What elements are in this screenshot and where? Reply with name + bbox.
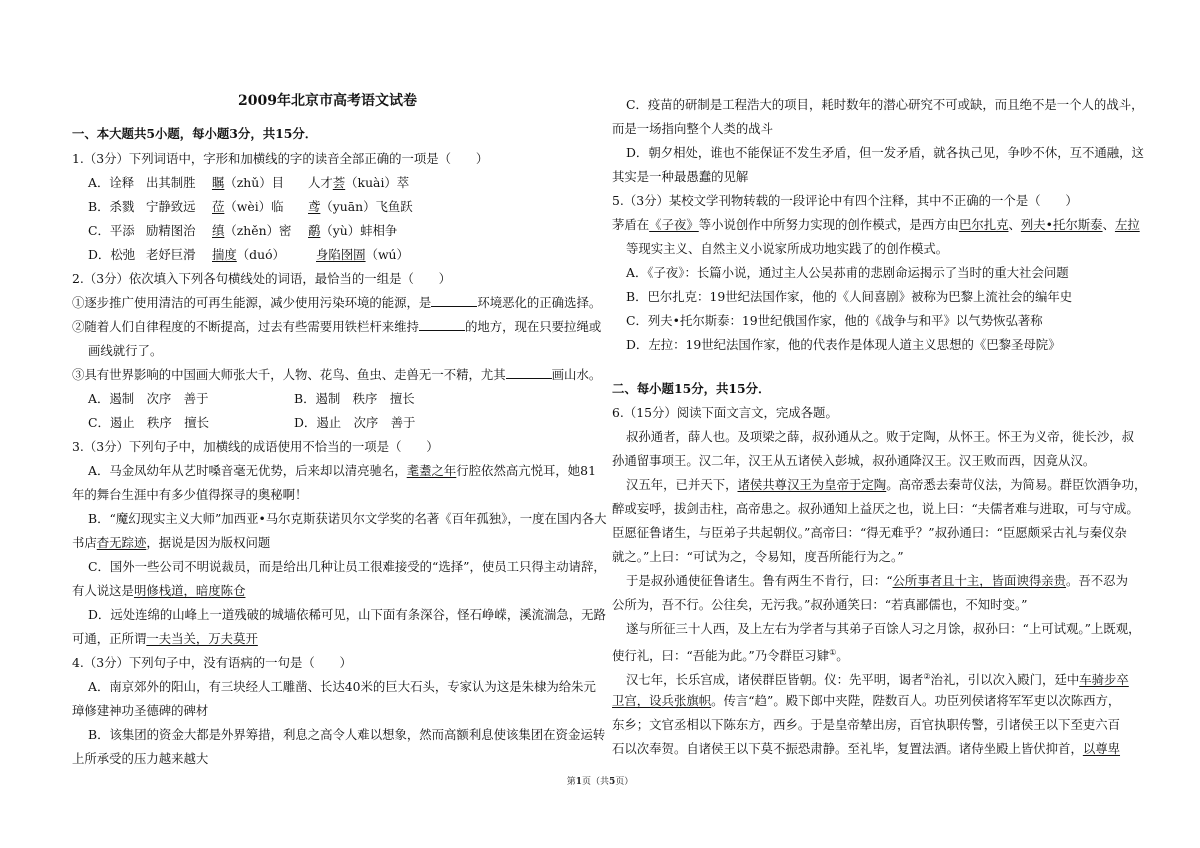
q2-option-b: B．遏制 秩序 擅长 [294, 391, 415, 406]
q3-option-a: A．马金凤幼年从艺时嗓音毫无优势，后来却以清亮驰名，耄耋之年行腔依然高亢悦耳，她81 [88, 463, 596, 478]
answer-blank [419, 319, 465, 331]
page-title: 2009年北京市高考语文试卷 [238, 93, 417, 109]
q4-option-d: D．朝夕相处，谁也不能保证不发生矛盾，但一发矛盾，就各执己见，争吵不休，互不通融，这 [626, 145, 1144, 160]
q4-option-a: A．南京郊外的阳山，有三块经人工雕凿、长达40米的巨大石头，专家认为这是朱棣为给朱元 [88, 679, 596, 694]
q4-stem: 4.（3分）下列句子中，没有语病的一句是（ ） [72, 655, 352, 670]
q4-option-c-cont: 而是一场指向整个人类的战斗 [612, 121, 774, 136]
q3-option-b: B．“魔幻现实主义大师”加西亚•马尔克斯获诺贝尔文学奖的名著《百年孤独》，一度在国内各大 [88, 511, 607, 526]
q3-option-c-cont: 有人说这是明修栈道，暗度陈仓 [72, 583, 246, 598]
passage-line: 汉七年，长乐宫成，诸侯群臣皆朝。仪：先平明，谒者②治礼，引以次入殿门，廷中车骑步卒 [626, 672, 1129, 688]
q3-option-a-cont: 年的舞台生涯中有多少值得探寻的奥秘啊！ [72, 487, 308, 502]
q2-stem: 2.（3分）依次填入下列各句横线处的词语，最恰当的一组是（ ） [72, 271, 452, 286]
answer-blank [431, 295, 477, 307]
q4-option-b-cont: 上所承受的压力越来越大 [72, 751, 209, 766]
q2-option-d: D．遏止 次序 善于 [294, 415, 416, 430]
passage-line: 东乡；文官丞相以下陈东方，西乡。于是皇帝辇出房，百官执职传警，引诸侯王以下至吏六百 [612, 717, 1121, 732]
q3-stem: 3.（3分）下列句子中，加横线的成语使用不恰当的一项是（ ） [72, 439, 439, 454]
q5-option-c: C．列夫•托尔斯泰：19世纪俄国作家，他的《战争与和平》以气势恢弘著称 [626, 313, 1043, 328]
q2-sentence-2-cont: 画线就行了。 [88, 343, 163, 358]
q5-option-b: B．巴尔扎克：19世纪法国作家，他的《人间喜剧》被称为巴黎上流社会的编年史 [626, 289, 1073, 304]
passage-line: 孙通留事项王。汉二年，汉王从五诸侯入彭城，叔孙通降汉王。汉王败而西，因竟从汉。 [612, 453, 1096, 468]
q3-option-d-cont: 可通，正所谓一夫当关，万夫莫开 [72, 631, 258, 646]
q5-stem: 5.（3分）某校文学刊物转载的一段评论中有四个注释，其中不正确的一个是（ ） [612, 193, 1078, 208]
passage-line: 汉五年，已并天下，诸侯共尊汉王为皇帝于定陶。高帝悉去秦苛仪法，为简易。群臣饮酒争功， [626, 477, 1147, 492]
footnote-marker: ② [923, 672, 931, 681]
q1-stem: 1.（3分）下列词语中，字形和加横线的字的读音全部正确的一项是（ ） [72, 151, 489, 166]
q2-option-a: A．遏制 次序 善于 [88, 391, 209, 406]
page-total: 5 [609, 777, 616, 787]
q6-stem: 6.（15分）阅读下面文言文，完成各题。 [612, 405, 838, 420]
q3-option-c: C．国外一些公司不明说裁员，而是给出几种让员工很难接受的“选择”，使员工只得主动请辞， [88, 559, 606, 574]
passage-line: 卫宫，设兵张旗帜。传言“趋”。殿下郎中夹陛，陛数百人。功臣列侯诸将军军吏以次陈西方， [612, 693, 1121, 708]
answer-blank [506, 367, 552, 379]
exam-page: 2009年北京市高考语文试卷 一、本大题共5小题，每小题3分，共15分． 1.（3分）下列词语中，字形和加横线的字的读音全部正确的一项是（ ） A．诠释 出其制胜 瞩（zhǔ）目 人才荟（kuài）萃 B．杀戮 宁静致远 莅（wèi）临 鸢（yuān）飞鱼跃 C．平添 励精图治 缜（zhěn）密 鹬（yù）蚌相争 D．松弛 老妤巨滑 揣度（duó） 身陷囹圄（wú） 2.（3分）依次填入下列各句横线处的词语，最恰当的一组是（ ） ①逐步推广使用清洁的可再生能源，减少使用污染环境的能源，是 环境恶化的正确选择。 ②随着人们自律程度的不断提高，过去有些需要用铁栏杆来维持 的地方，现在只要拉绳或 画线就行了。 ③具有世界影响的中国画大师张大千，人物、花鸟、鱼虫、走兽无一不精，尤其 画山水。 A．遏制 次序 善于 B．遏制 秩序 擅长 C．遏止 秩序 擅长 D．遏止 次序 善于 3.（3分）下列句子中，加横线的成语使用不恰当的一项是（ ） A．马金凤幼年从艺时嗓音毫无优势，后来却以清亮驰名，耄耋之年行腔依然高亢悦耳，她81 年的舞台生涯中有多少值得探寻的奥秘啊！ B．“魔幻现实主义大师”加西亚•马尔克斯获诺贝尔文学奖的名著《百年孤独》，一度在国内各大 书店杳无踪迹，据说是因为版权问题 C．国外一些公司不明说裁员，而是给出几种让员工很难接受的“选择”，使员工只得主动请辞， 有人说这是明修栈道，暗度陈仓 D．远处连绵的山峰上一道残破的城墙依稀可见，山下面有条深谷，怪石峥嵘，溪流湍急，无路 可通，正所谓一夫当关，万夫莫开 4.（3分）下列句子中，没有语病的一句是（ ） A．南京郊外的阳山，有三块经人工雕凿、长达40米的巨大石头，专家认为这是朱棣为给朱元 璋修建神功圣德碑的碑材 B．该集团的资金大都是外界筹措，利息之高令人难以想象，然而高额利息使该集团在资金运转 上所承受的压力越来越大 C．疫苗的研制是工程浩大的项目，耗时数年的潜心研究不可或缺，而且绝不是一个人的战斗， 而是一场指向整个人类的战斗 D．朝夕相处，谁也不能保证不发生矛盾，但一发矛盾，就各执己见，争吵不休，互不通融，这 其实是一种最愚蠢的见解 5.（3分）某校文学刊物转载的一段评论中有四个注释，其中不正确的一个是（ ） 茅盾在《子夜》等小说创作中所努力实现的创作模式，是西方由巴尔扎克、列夫•托尔斯泰、左拉 等现实主义、自然主义小说家所成功地实践了的创作模式。 A．《子夜》：长篇小说，通过主人公吴荪甫的悲剧命运揭示了当时的重大社会问题 B．巴尔扎克：19世纪法国作家，他的《人间喜剧》被称为巴黎上流社会的编年史 C．列夫•托尔斯泰：19世纪俄国作家，他的《战争与和平》以气势恢弘著称 D．左拉：19世纪法国作家，他的代表作是体现人道主义思想的《巴黎圣母院》 二、每小题15分，共15分． 6.（15分）阅读下面文言文，完成各题。 叔孙通者，薛人也。及项梁之薛，叔孙通从之。败于定陶，从怀王。怀王为义帝，徙长沙，叔 孙通留事项王。汉二年，汉王从五诸侯入彭城，叔孙通降汉王。汉王败而西，因竟从汉。 汉五年，已并天下，诸侯共尊汉王为皇帝于定陶。高帝悉去秦苛仪法，为简易。群臣饮酒争功， 醉或妄呼，拔剑击柱，高帝患之。叔孙通知上益厌之也，说上曰：“夫儒者难与进取，可与守成。 臣愿征鲁诸生，与臣弟子共起朝仪。”高帝曰：“得无难乎？”叔孙通曰：“臣愿颇采古礼与秦仪杂 就之。”上曰：“可试为之，令易知，度吾所能行为之。” 于是叔孙通使征鲁诸生。鲁有两生不肯行，曰：“公所事者且十主，皆面谀得亲贵。吾不忍为 公所为，吾不行。公往矣，无污我。”叔孙通笑曰：“若真鄙儒也，不知时变。” 遂与所征三十人西，及上左右为学者与其弟子百馀人习之月馀，叔孙曰：“上可试观。”上既观， 使行礼，曰：“吾能为此。”乃令群臣习肄①。 汉七年，长乐宫成，诸侯群臣皆朝。仪：先平明，谒者②治礼，引以次入殿门，廷中车骑步卒 卫宫，设兵张旗帜。传言“趋”。殿下郎中夹陛，陛数百人。功臣列侯诸将军军吏以次陈西方， 东乡；文官丞相以下陈东方，西乡。于是皇帝辇出房，百官执职传警，引诸侯王以下至吏六百 石以次奉贺。自诸侯王以下莫不振恐肃静。至礼毕，复置法酒。诸侍坐殿上皆伏抑首，以尊卑 第1页（共5页） [0, 0, 1200, 848]
passage-line: 石以次奉贺。自诸侯王以下莫不振恐肃静。至礼毕，复置法酒。诸侍坐殿上皆伏抑首，以尊卑 [612, 741, 1121, 756]
q5-option-a: A．《子夜》：长篇小说，通过主人公吴荪甫的悲剧命运揭示了当时的重大社会问题 [626, 265, 1069, 280]
q4-option-b: B．该集团的资金大都是外界筹措，利息之高令人难以想象，然而高额利息使该集团在资金运转 [88, 727, 606, 742]
passage-line: 就之。”上曰：“可试为之，令易知，度吾所能行为之。” [612, 549, 904, 564]
q2-sentence-1: ①逐步推广使用清洁的可再生能源，减少使用污染环境的能源，是 环境恶化的正确选择。 [72, 295, 602, 310]
q2-sentence-2: ②随着人们自律程度的不断提高，过去有些需要用铁栏杆来维持 的地方，现在只要拉绳或 [72, 319, 602, 334]
q3-option-b-cont: 书店杳无踪迹，据说是因为版权问题 [72, 535, 271, 550]
page-number: 1 [575, 777, 582, 787]
passage-line: 叔孙通者，薛人也。及项梁之薛，叔孙通从之。败于定陶，从怀王。怀王为义帝，徙长沙，叔 [626, 429, 1135, 444]
passage-line: 使行礼，曰：“吾能为此。”乃令群臣习肄①。 [612, 648, 849, 664]
q2-sentence-3: ③具有世界影响的中国画大师张大千，人物、花鸟、鱼虫、走兽无一不精，尤其 画山水。 [72, 367, 602, 382]
passage-line: 醉或妄呼，拔剑击柱，高帝患之。叔孙通知上益厌之也，说上曰：“夫儒者难与进取，可与守成。 [612, 501, 1139, 516]
passage-line: 遂与所征三十人西，及上左右为学者与其弟子百馀人习之月馀，叔孙曰：“上可试观。”上既观， [626, 621, 1141, 636]
q2-option-c: C．遏止 秩序 擅长 [88, 415, 209, 430]
passage-line: 公所为，吾不行。公往矣，无污我。”叔孙通笑曰：“若真鄙儒也，不知时变。” [612, 597, 1028, 612]
q4-option-d-cont: 其实是一种最愚蠢的见解 [612, 169, 749, 184]
q4-option-a-cont: 璋修建神功圣德碑的碑材 [72, 703, 209, 718]
q4-option-c: C．疫苗的研制是工程浩大的项目，耗时数年的潜心研究不可或缺，而且绝不是一个人的战斗， [626, 97, 1144, 112]
passage-line: 于是叔孙通使征鲁诸生。鲁有两生不肯行，曰：“公所事者且十主，皆面谀得亲贵。吾不忍为 [626, 573, 1128, 588]
page-footer: 第1页（共5页） [566, 777, 634, 787]
passage-line: 臣愿征鲁诸生，与臣弟子共起朝仪。”高帝曰：“得无难乎？”叔孙通曰：“臣愿颇采古礼与秦仪杂 [612, 525, 1127, 540]
section-1-header: 一、本大题共5小题，每小题3分，共15分． [72, 126, 318, 141]
q5-passage: 茅盾在《子夜》等小说创作中所努力实现的创作模式，是西方由巴尔扎克、列夫•托尔斯泰、左拉 [612, 217, 1140, 232]
q3-option-d: D．远处连绵的山峰上一道残破的城墙依稀可见，山下面有条深谷，怪石峥嵘，溪流湍急，无路 [88, 607, 606, 622]
footnote-marker: ① [829, 648, 837, 657]
q5-passage-cont: 等现实主义、自然主义小说家所成功地实践了的创作模式。 [626, 241, 949, 256]
section-2-header: 二、每小题15分，共15分． [612, 381, 771, 396]
q5-option-d: D．左拉：19世纪法国作家，他的代表作是体现人道主义思想的《巴黎圣母院》 [626, 337, 1061, 352]
